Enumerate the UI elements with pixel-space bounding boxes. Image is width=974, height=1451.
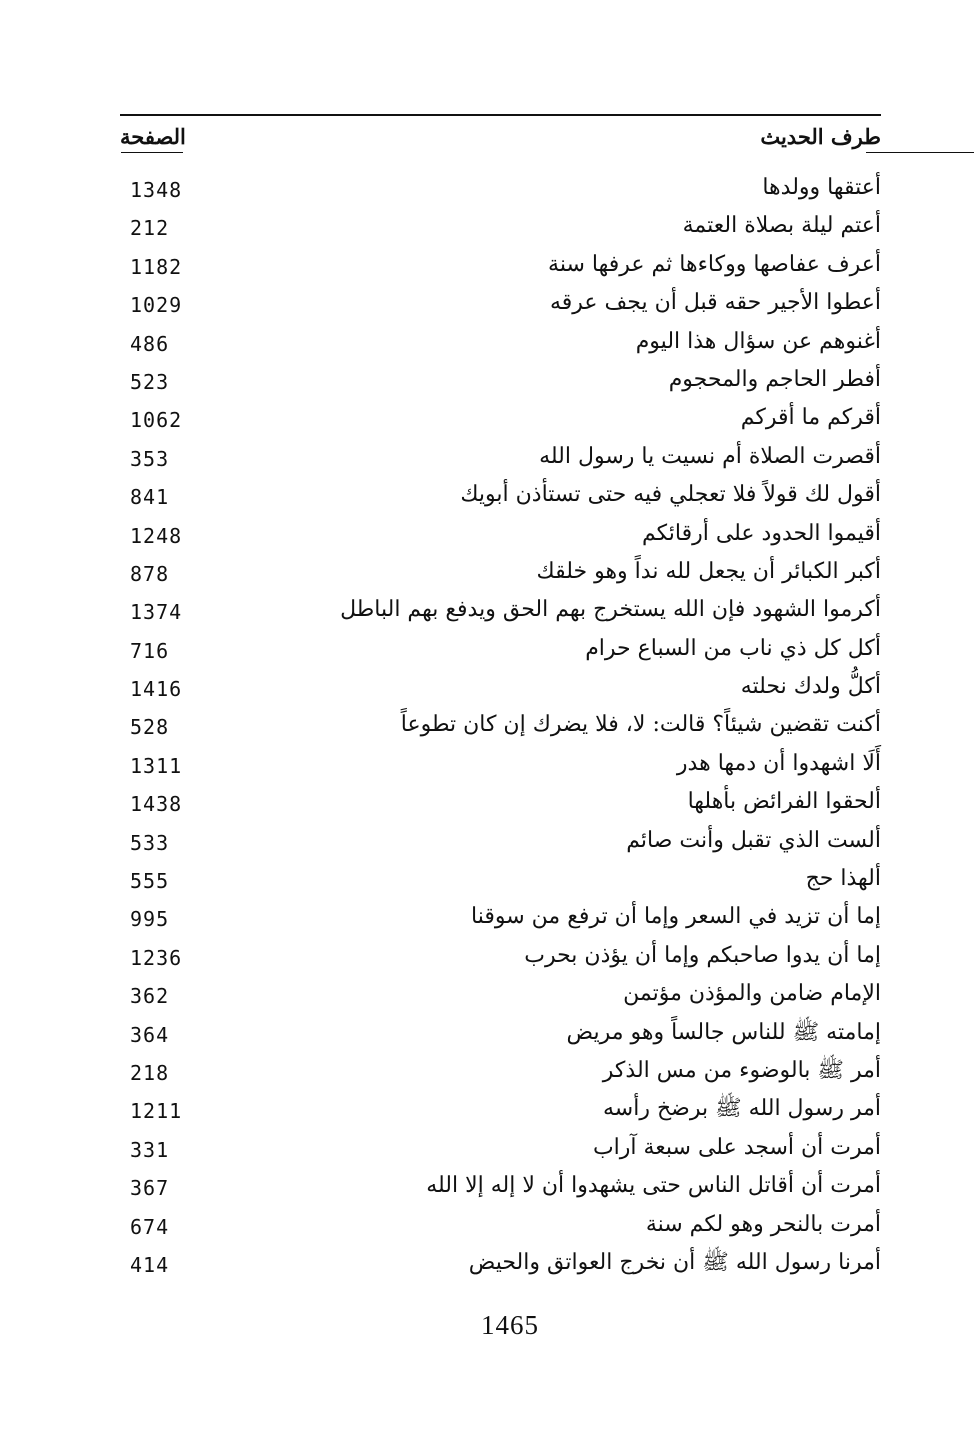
hadith-start-text: أمر رسول الله ﷺ برضخ رأسه: [603, 1096, 881, 1122]
page-number: 1465: [481, 1310, 539, 1340]
index-header: [120, 124, 881, 158]
hadith-start-column-title: طرف الحديث: [760, 124, 881, 149]
hadith-start-text: أمرت أن أسجد على سبعة آراب: [592, 1134, 881, 1160]
page-reference: 212: [130, 216, 170, 241]
index-entry: [120, 363, 881, 401]
page-reference: 533: [130, 830, 170, 855]
index-entry: [120, 593, 881, 631]
top-rule: [120, 114, 881, 116]
hadith-start-text: أكل كل ذي ناب من السباع حرام: [585, 635, 881, 661]
hadith-start-text: أمرنا رسول الله ﷺ أن نخرج العواتق والحيض: [468, 1249, 881, 1275]
hadith-start-text: أمرت أن أقاتل الناس حتى يشهدوا أن لا إله إلا الله: [426, 1173, 881, 1199]
page-reference: 364: [130, 1022, 170, 1047]
hadith-start-text: أكرموا الشهود فإن الله يستخرج بهم الحق ويدفع بهم الباطل: [340, 597, 881, 623]
hadith-start-text: ألهذا حج: [805, 866, 881, 892]
hadith-start-text: أعتم ليلة بصلاة العتمة: [682, 213, 881, 239]
index-entry: [120, 862, 881, 900]
page-reference: 1062: [130, 408, 183, 433]
index-entry: [120, 939, 881, 977]
page-reference: 528: [130, 715, 170, 740]
page-reference: 367: [130, 1176, 170, 1201]
index-entry: [120, 209, 881, 247]
hadith-start-text: ألحقوا الفرائض بأهلها: [687, 789, 881, 815]
index-entry: [120, 478, 881, 516]
page-reference: 1311: [130, 753, 183, 778]
index-entry: [120, 286, 881, 324]
index-entry: [120, 900, 881, 938]
page-reference: 841: [130, 485, 170, 510]
page-reference: 1182: [130, 254, 183, 279]
hadith-start-text: أغنوهم عن سؤال هذا اليوم: [635, 328, 881, 354]
index-entry: [120, 171, 881, 209]
index-entry: [120, 824, 881, 862]
index-entry: [120, 248, 881, 286]
index-entry: [120, 1208, 881, 1246]
page-reference: 1438: [130, 792, 183, 817]
index-entry: [120, 632, 881, 670]
hadith-start-text: أقول لك قولاً فلا تعجلي فيه حتى تستأذن أبويك: [460, 482, 881, 508]
hadith-start-text: أعطوا الأجير حقه قبل أن يجف عرقه: [549, 290, 881, 316]
hadith-start-text: الإمام ضامن والمؤذن مؤتمن: [623, 981, 881, 1007]
hadith-start-text: ألست الذي تقبل وأنت صائم: [626, 827, 881, 853]
hadith-start-text: إما أن يدوا صاحبكم وإما أن يؤذن بحرب: [524, 942, 881, 968]
index-entry: [120, 401, 881, 439]
hadith-start-text: أمرت بالنحر وهو لكم سنة: [645, 1211, 881, 1237]
page-reference: 218: [130, 1060, 170, 1085]
hadith-start-text: أعرف عفاصها ووكاءها ثم عرفها سنة: [548, 251, 881, 277]
index-entry: [120, 785, 881, 823]
hadith-start-text: أقصرت الصلاة أم نسيت يا رسول الله: [539, 443, 881, 469]
index-entry: [120, 708, 881, 746]
page-reference: 1029: [130, 293, 183, 318]
hadith-start-text: أكبر الكبائر أن يجعل لله نداً وهو خلقك: [536, 558, 881, 584]
page-column-title: الصفحة: [120, 124, 186, 149]
page-reference: 331: [130, 1137, 170, 1162]
page-reference: 1248: [130, 523, 183, 548]
hadith-start-text: أمر ﷺ بالوضوء من مس الذكر: [602, 1057, 881, 1083]
page-reference: 486: [130, 331, 170, 356]
page-reference: 414: [130, 1252, 170, 1277]
index-entry: [120, 977, 881, 1015]
page-reference: 362: [130, 984, 170, 1009]
index-entry: [120, 1246, 881, 1284]
page-reference: 995: [130, 907, 170, 932]
index-entry: [120, 555, 881, 593]
page-reference: 674: [130, 1214, 170, 1239]
hadith-start-title-underline: [866, 152, 974, 153]
hadith-start-text: أقركم ما أقركم: [740, 405, 881, 431]
hadith-start-text: إمامته ﷺ للناس جالساً وهو مريض: [566, 1019, 881, 1045]
page-reference: 523: [130, 369, 170, 394]
index-entry: [120, 1054, 881, 1092]
index-entry: [120, 1016, 881, 1054]
page-title-underline: [121, 152, 183, 153]
hadith-start-text: أكلُّ ولدك نحلته: [740, 674, 881, 700]
hadith-index-list: [120, 171, 881, 1284]
hadith-start-text: أكنت تقضين شيئاً؟ قالت: لا، فلا يضرك إن كان تطوعاً: [400, 712, 881, 738]
index-entry: [120, 670, 881, 708]
page-reference: 1416: [130, 677, 183, 702]
index-entry: [120, 1131, 881, 1169]
hadith-start-text: أقيموا الحدود على أرقائكم: [641, 520, 881, 546]
hadith-start-text: أعتقها وولدها: [762, 175, 881, 200]
index-entry: [120, 1169, 881, 1207]
page-reference: 878: [130, 561, 170, 586]
index-entry: [120, 517, 881, 555]
page-reference: 555: [130, 869, 170, 894]
index-entry: [120, 1092, 881, 1130]
index-entry: [120, 325, 881, 363]
page-reference: 716: [130, 638, 170, 663]
hadith-start-text: أَلَا اشهدوا أن دمها هدر: [676, 750, 881, 776]
index-entry: [120, 440, 881, 478]
hadith-start-text: إما أن تزيد في السعر وإما أن ترفع من سوقنا: [471, 904, 881, 930]
page-reference: 1348: [130, 178, 183, 202]
index-entry: [120, 747, 881, 785]
page-reference: 1236: [130, 945, 183, 970]
page-reference: 1374: [130, 600, 183, 625]
page-reference: 353: [130, 446, 170, 471]
page-reference: 1211: [130, 1099, 183, 1124]
hadith-start-text: أفطر الحاجم والمحجوم: [668, 366, 881, 392]
